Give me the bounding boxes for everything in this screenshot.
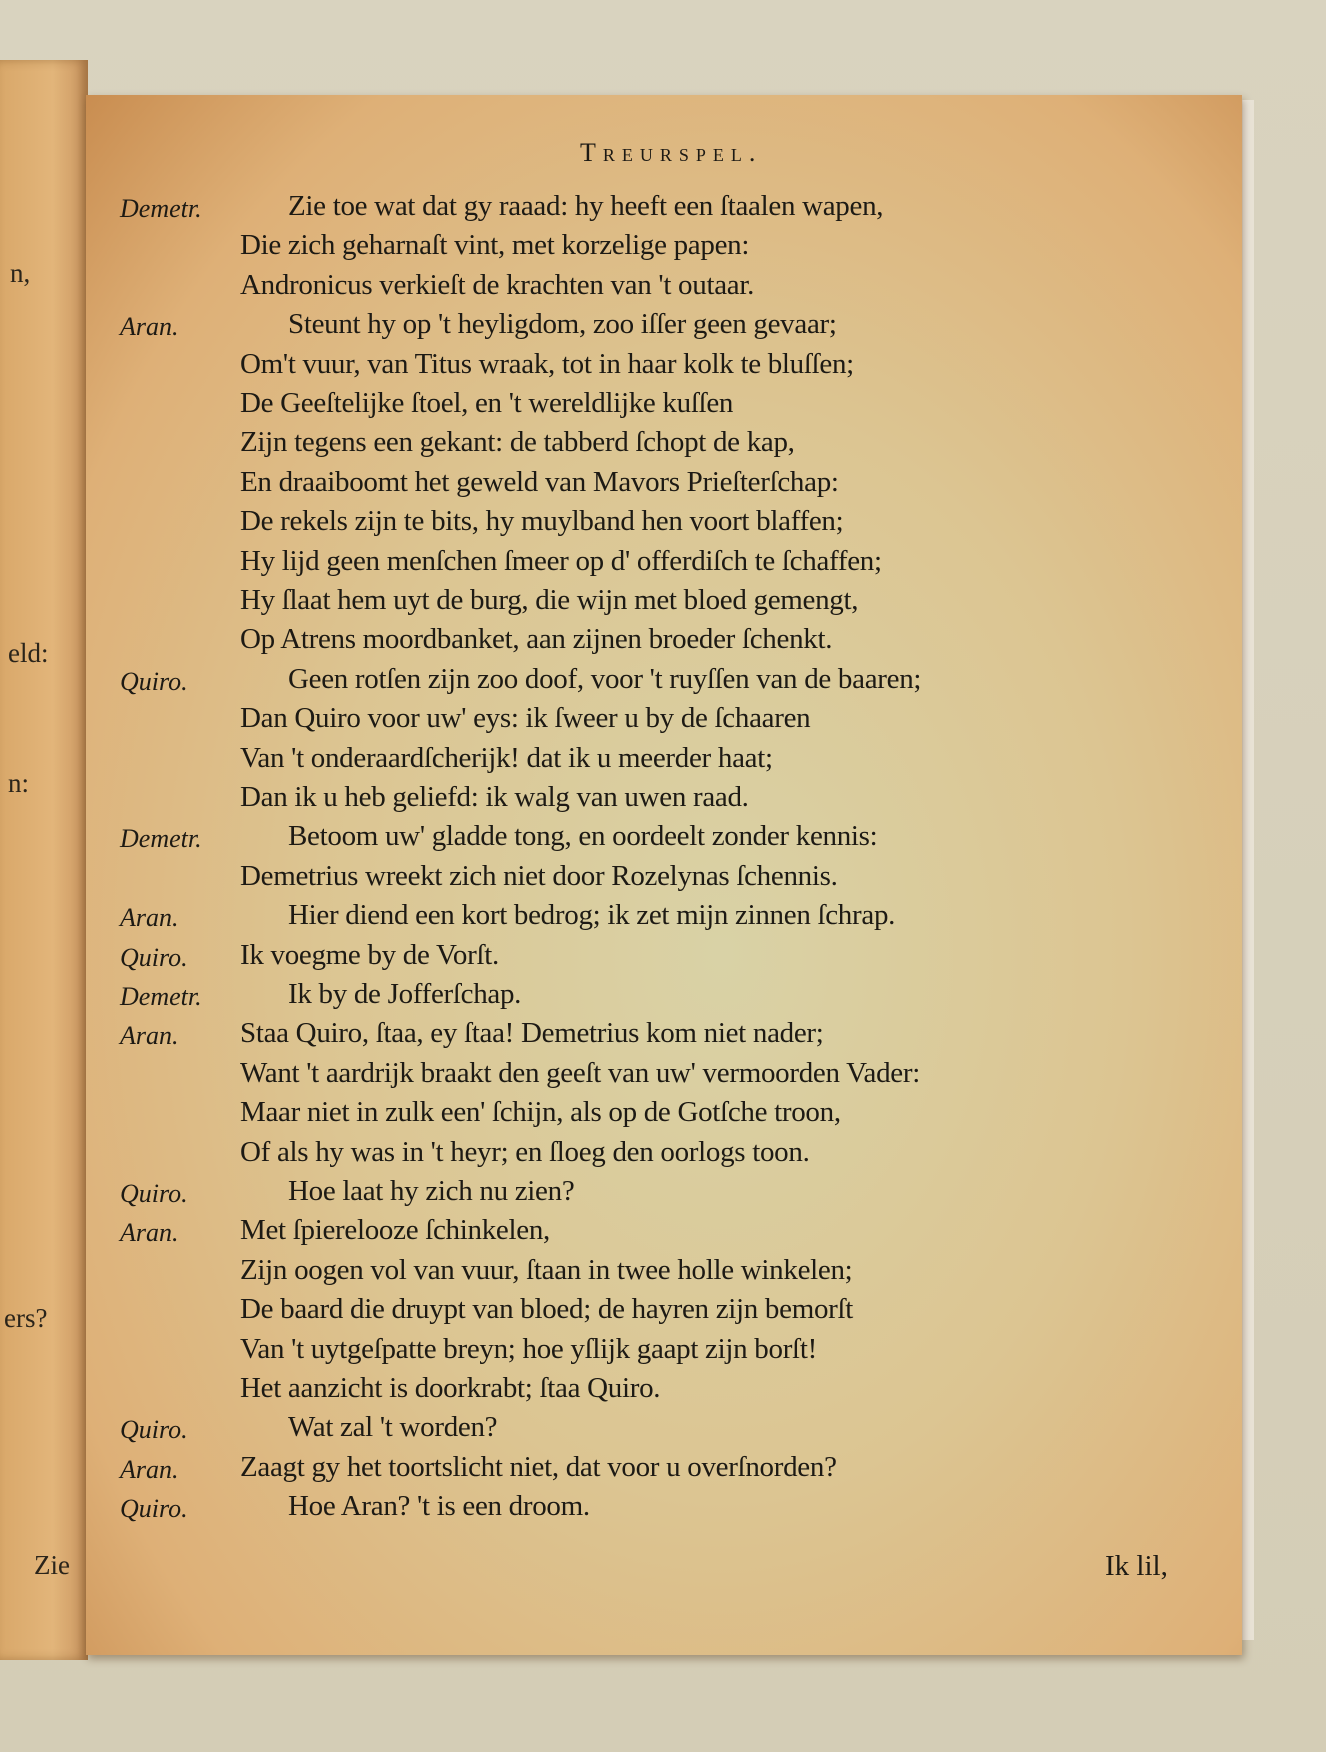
facing-left-page — [0, 60, 88, 1660]
catchword: Ik lil, — [1105, 1550, 1168, 1582]
left-page-fragment: eld: — [8, 638, 49, 668]
verse-line: Dan ik u heb geliefd: ik walg van uwen raad. — [240, 781, 749, 813]
verse-line: Maar niet in zulk een' ſchijn, als op de Gotſche troon, — [240, 1096, 841, 1129]
verse-line: Die zich geharnaſt vint, met korzelige papen: — [240, 229, 750, 262]
verse-line: En draaiboomt het geweld van Mavors Prieſterſchap: — [240, 465, 839, 498]
speaker-label: Quiro. — [120, 666, 188, 696]
verse-line: Van 't onderaardſcherijk! dat ik u meerder haat; — [240, 741, 773, 774]
verse-line: De Geeſtelijke ſtoel, en 't wereldlijke kuſſen — [240, 387, 734, 419]
left-page-fragment: n, — [10, 258, 31, 288]
verse-line: Of als hy was in 't heyr; en ſloeg den oorlogs toon. — [240, 1135, 810, 1168]
verse-line: Zijn tegens een gekant: de tabberd ſchopt de kap, — [240, 426, 795, 459]
verse-line: Zijn oogen vol van vuur, ſtaan in twee holle winkelen; — [240, 1253, 853, 1286]
verse-line: Staa Quiro, ſtaa, ey ſtaa! Demetrius kom niet nader; — [240, 1017, 824, 1050]
speaker-label: Aran. — [120, 1218, 179, 1248]
running-head: Treurspel. — [580, 138, 763, 167]
verse-line: Hier diend een kort bedrog; ik zet mijn zinnen ſchrap. — [288, 899, 896, 932]
speaker-label: Demetr. — [120, 982, 202, 1011]
verse-line: Steunt hy op 't heyligdom, zoo iſſer geen gevaar; — [288, 308, 837, 341]
verse-line: De baard die druypt van bloed; de hayren zijn bemorſt — [240, 1293, 854, 1326]
speaker-label: Demetr. — [120, 194, 202, 223]
speaker-label: Aran. — [120, 903, 179, 933]
verse-line: Hy lijd geen menſchen ſmeer op d' offerdiſch te ſchaffen; — [240, 544, 882, 577]
verse-line: Hoe laat hy zich nu zien? — [288, 1175, 575, 1207]
speaker-label: Quiro. — [120, 1494, 188, 1524]
speaker-label: Demetr. — [120, 824, 202, 854]
verse-line: De rekels zijn te bits, hy muylband hen voort blaffen; — [240, 505, 844, 538]
verse-line: Ik by de Jofferſchap. — [288, 978, 522, 1010]
speaker-label: Aran. — [120, 312, 179, 342]
verse-line: Hy ſlaat hem uyt de burg, die wijn met bloed gemengt, — [240, 584, 859, 616]
speaker-label: Aran. — [120, 1454, 179, 1484]
speaker-label: Quiro. — [120, 942, 188, 972]
verse-line: Om't vuur, van Titus wraak, tot in haar kolk te bluſſen; — [240, 347, 854, 380]
verse-line: Het aanzicht is doorkrabt; ſtaa Quiro. — [240, 1372, 661, 1404]
left-page-fragment: n: — [8, 768, 30, 798]
verse-line: Zaagt gy het toortslicht niet, dat voor u overſnorden? — [240, 1450, 837, 1483]
verse-line: Zie toe wat dat gy raaad: hy heeft een ſtaalen wapen, — [288, 190, 884, 222]
verse-line: Hoe Aran? 't is een droom. — [288, 1490, 590, 1523]
speaker-label: Quiro. — [120, 1179, 188, 1208]
left-page-fragment: ers? — [4, 1303, 48, 1333]
verse-line: Andronicus verkieſt de krachten van 't outaar. — [240, 268, 755, 301]
verse-line: Betoom uw' gladde tong, en oordeelt zonder kennis: — [288, 820, 878, 853]
speaker-label: Aran. — [120, 1021, 179, 1051]
verse-line: Demetrius wreekt zich niet door Rozelynas ſchennis. — [240, 859, 838, 892]
verse-line: Wat zal 't worden? — [288, 1411, 498, 1444]
speaker-label: Quiro. — [120, 1415, 188, 1445]
verse-line: Geen rotſen zijn zoo doof, voor 't ruyſſen van de baaren; — [288, 662, 922, 695]
verse-line: Dan Quiro voor uw' eys: ik ſweer u by de ſchaaren — [240, 702, 811, 735]
left-page-fragment: Zie — [34, 1550, 70, 1580]
verse-line: Met ſpierelooze ſchinkelen, — [240, 1214, 550, 1247]
verse-line: Op Atrens moordbanket, aan zijnen broeder ſchenkt. — [240, 623, 833, 656]
verse-line: Van 't uytgeſpatte breyn; hoe yſlijk gaapt zijn borſt! — [240, 1332, 817, 1365]
verse-line: Want 't aardrijk braakt den geeſt van uw' vermoorden Vader: — [240, 1056, 920, 1089]
verse-line: Ik voegme by de Vorſt. — [240, 938, 499, 971]
